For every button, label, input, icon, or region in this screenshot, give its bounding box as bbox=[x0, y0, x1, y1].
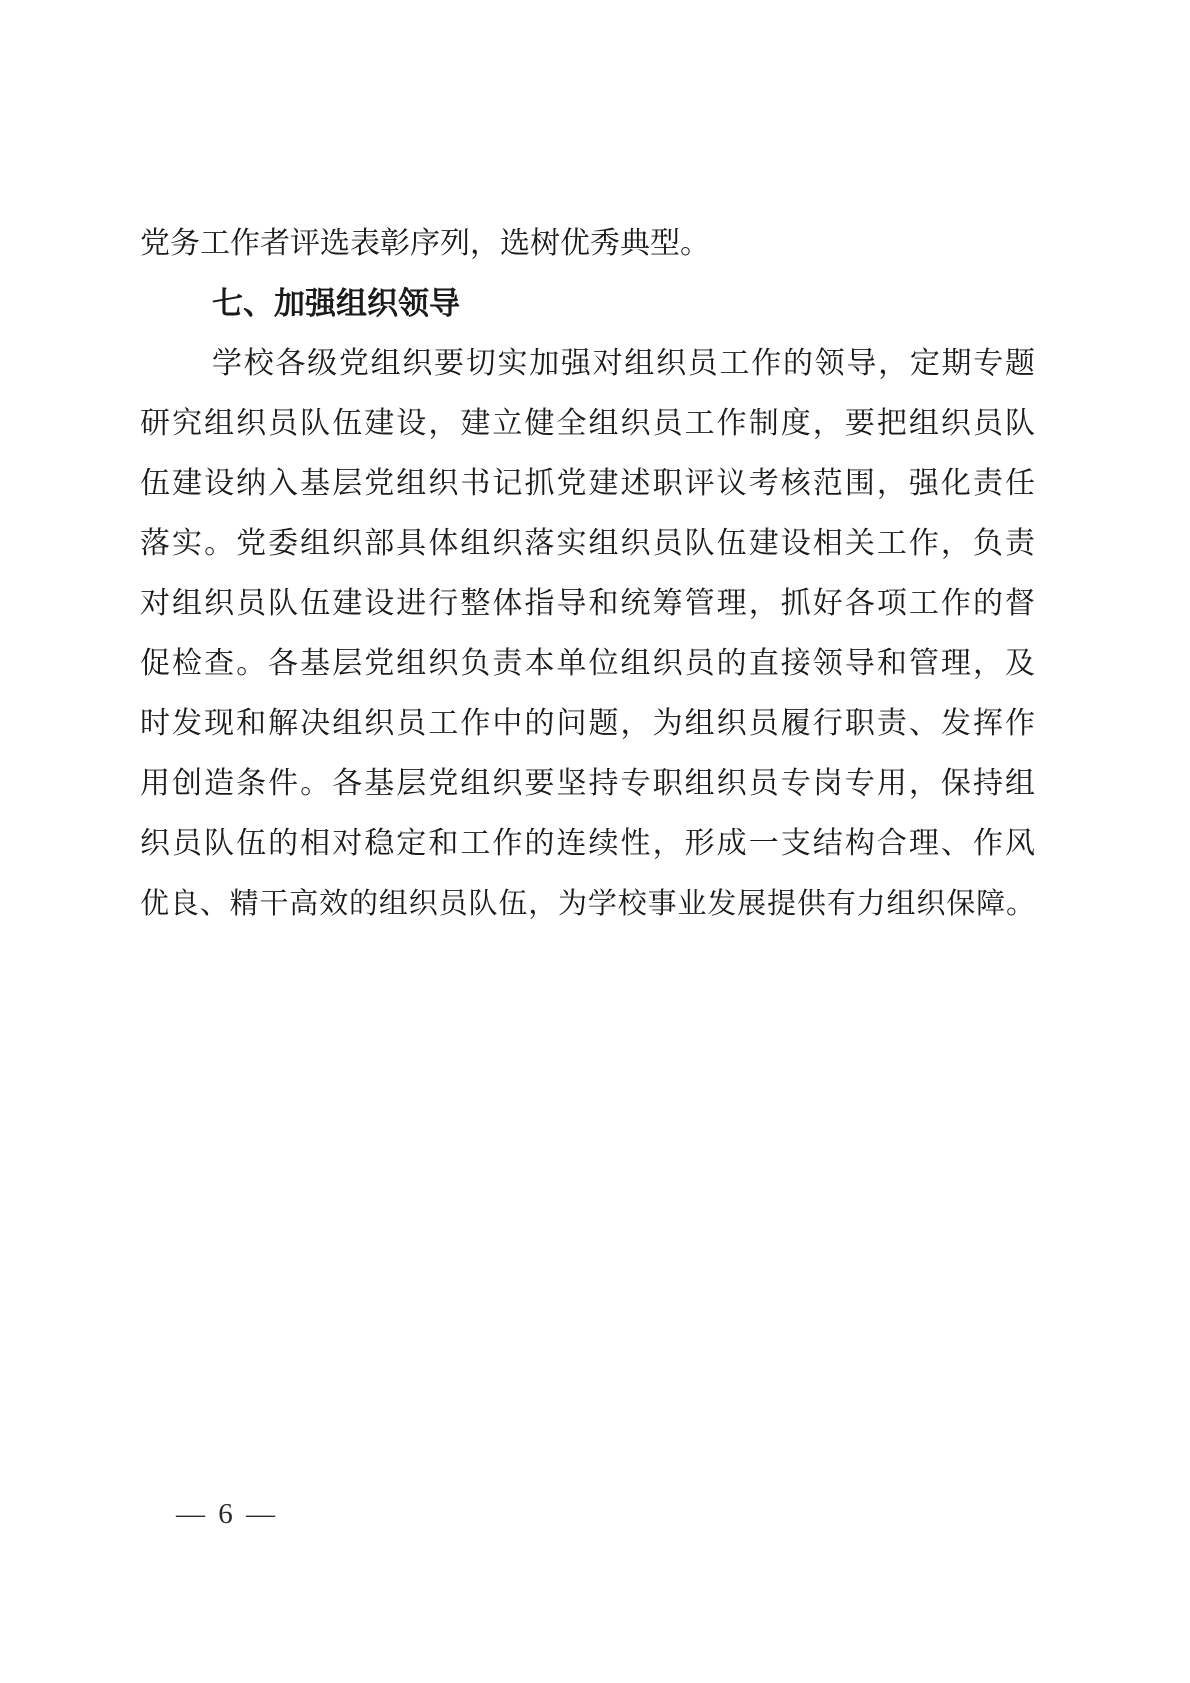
section-heading: 七、加强组织领导 bbox=[212, 286, 460, 321]
page-number: — 6 — bbox=[176, 1498, 278, 1530]
paragraph-line: 对组织员队伍建设进行整体指导和统筹管理，抓好各项工作的督 bbox=[140, 587, 1035, 620]
paragraph-line: 优良、精干高效的组织员队伍，为学校事业发展提供有力组织保障。 bbox=[140, 888, 1035, 920]
paragraph-continuation-line: 党务工作者评选表彰序列，选树优秀典型。 bbox=[140, 227, 710, 260]
paragraph-line: 促检查。各基层党组织负责本单位组织员的直接领导和管理，及 bbox=[140, 647, 1035, 680]
paragraph-line: 织员队伍的相对稳定和工作的连续性，形成一支结构合理、作风 bbox=[140, 827, 1035, 860]
document-body bbox=[140, 214, 1035, 934]
paragraph-line: 学校各级党组织要切实加强对组织员工作的领导，定期专题 bbox=[212, 347, 1035, 380]
paragraph-line: 研究组织员队伍建设，建立健全组织员工作制度，要把组织员队 bbox=[140, 407, 1035, 440]
paragraph-line: 时发现和解决组织员工作中的问题，为组织员履行职责、发挥作 bbox=[140, 707, 1035, 740]
paragraph-line: 落实。党委组织部具体组织落实组织员队伍建设相关工作，负责 bbox=[140, 527, 1035, 560]
paragraph-line: 用创造条件。各基层党组织要坚持专职组织员专岗专用，保持组 bbox=[140, 767, 1035, 800]
paragraph-line: 伍建设纳入基层党组织书记抓党建述职评议考核范围，强化责任 bbox=[140, 467, 1035, 500]
